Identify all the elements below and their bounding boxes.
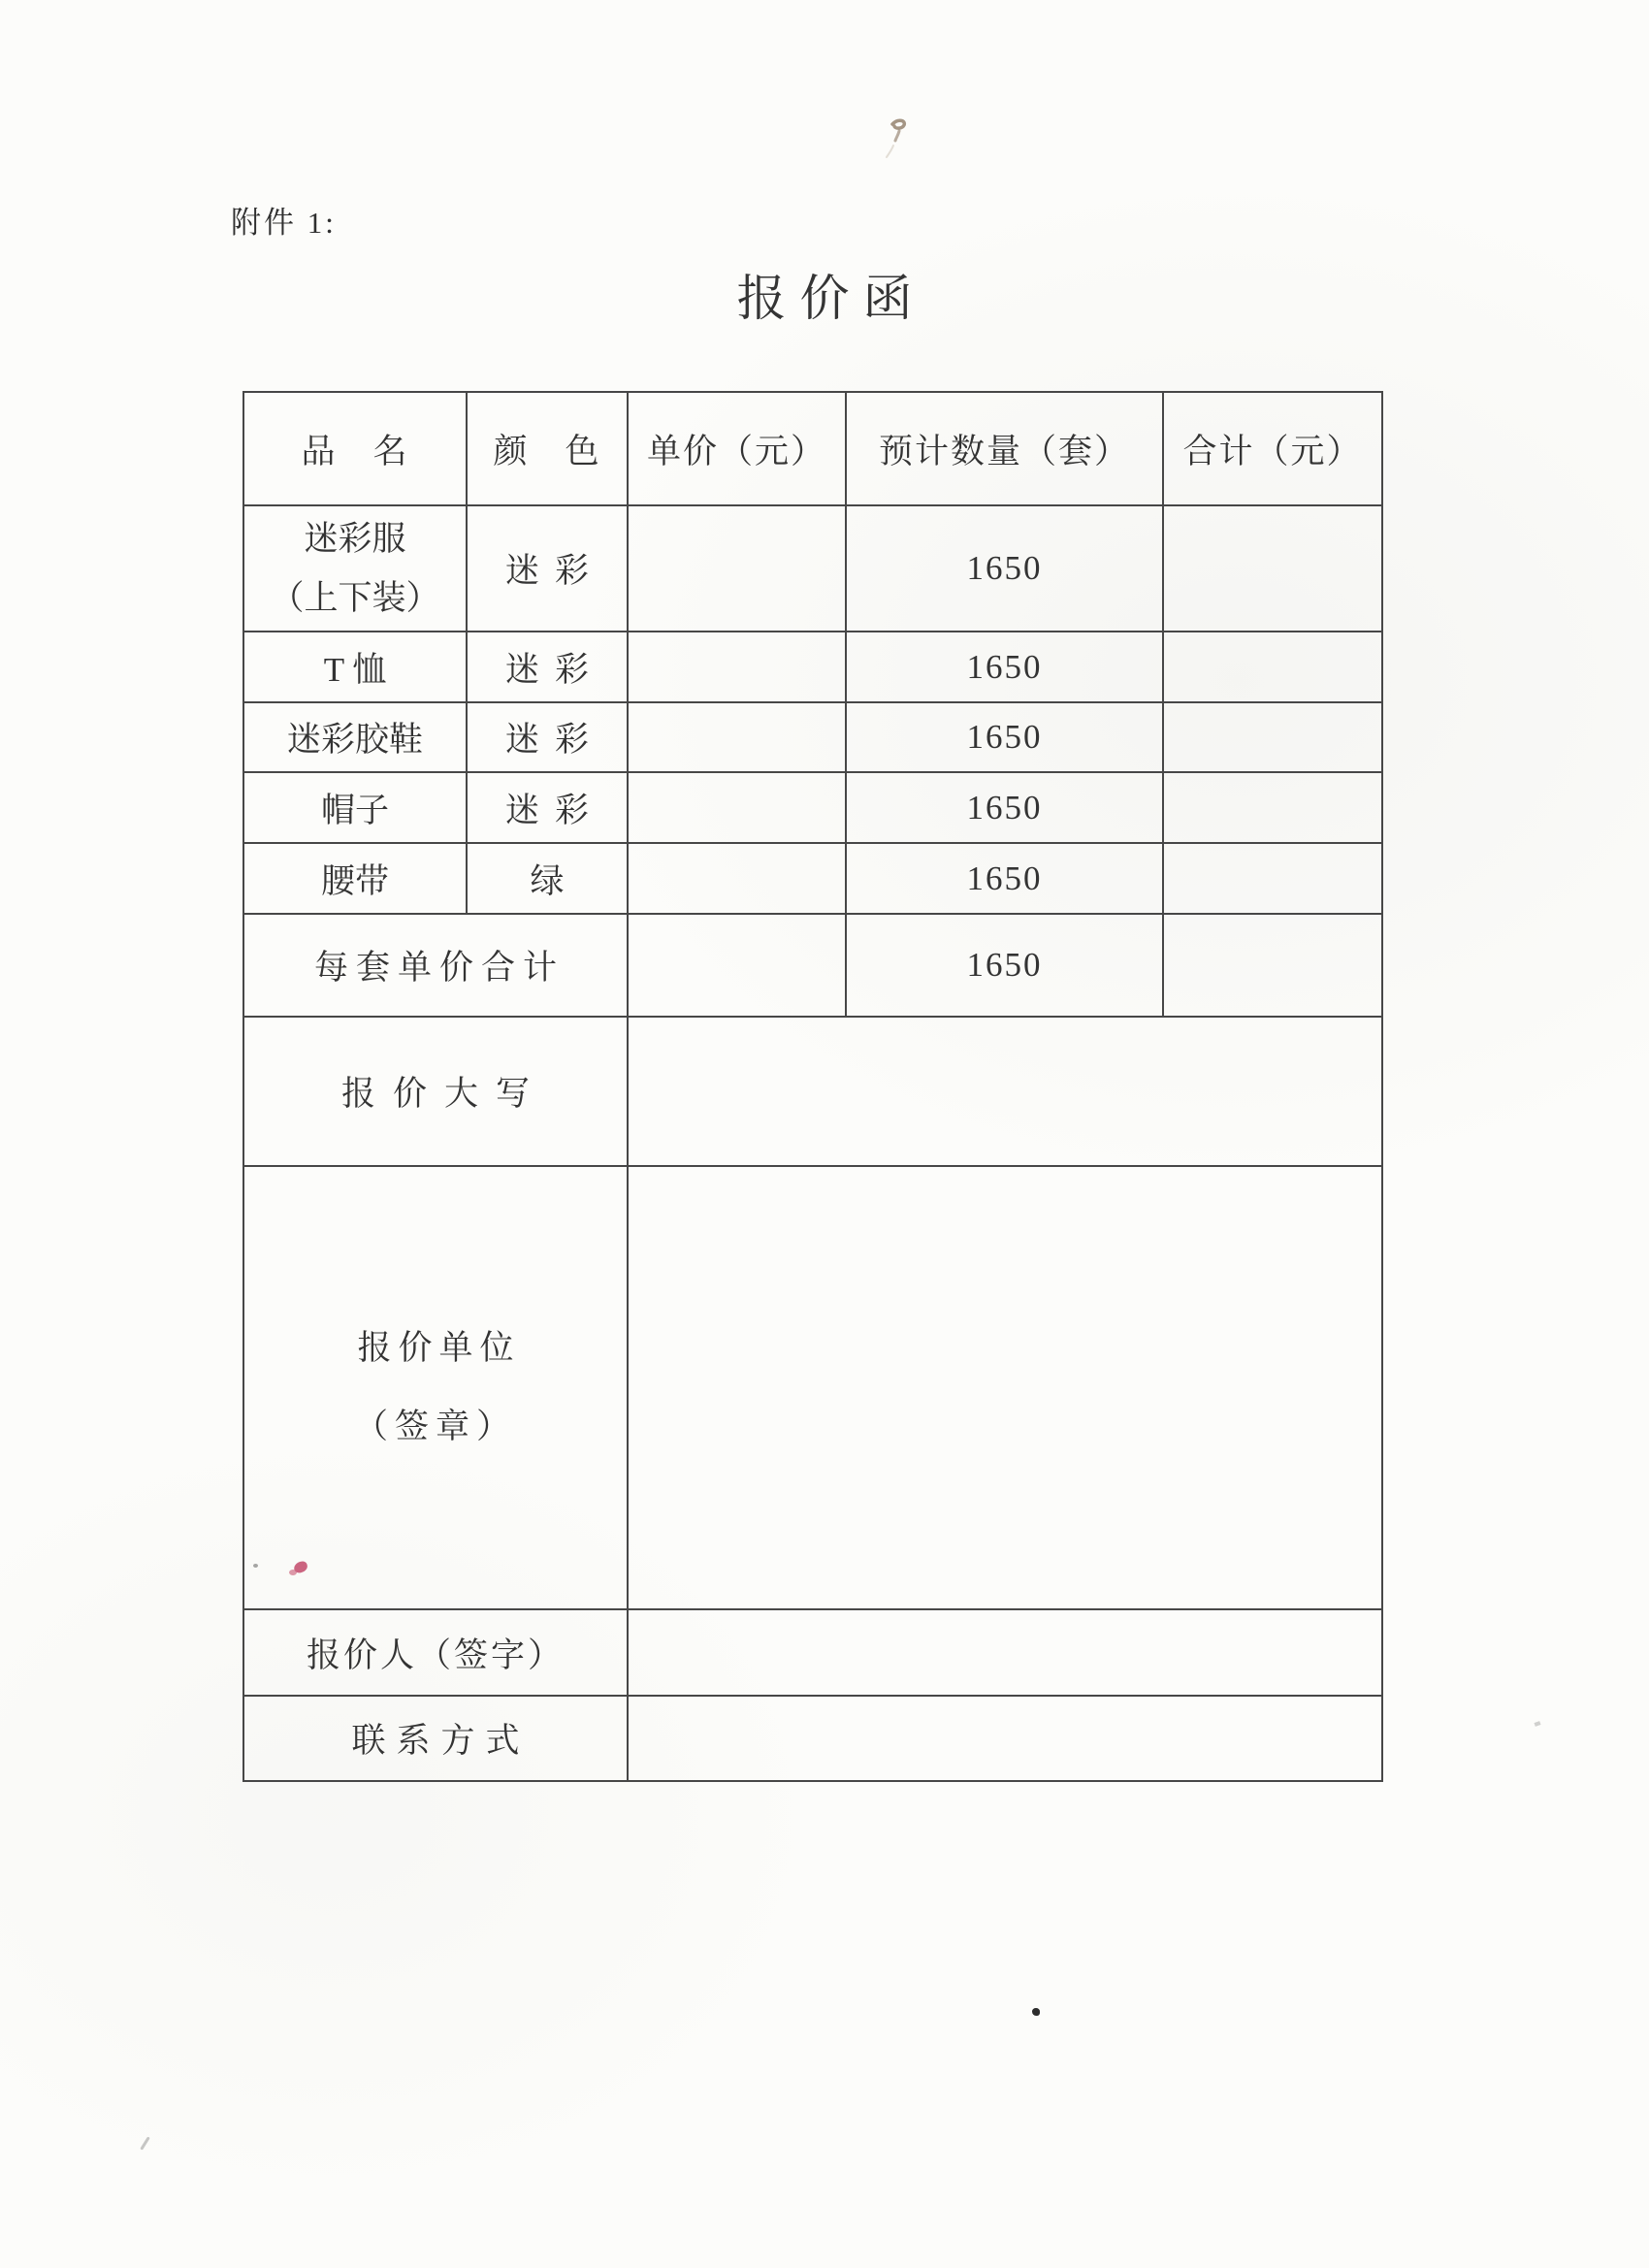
cell-unit-price [628, 505, 846, 632]
cell-total [1163, 632, 1382, 702]
header-cell-color: 颜 色 [467, 392, 628, 505]
quoter-value-cell [628, 1609, 1382, 1696]
cell-quantity: 1650 [846, 505, 1163, 632]
cell-quantity: 1650 [846, 702, 1163, 772]
scan-artifact-faint-dot [1534, 1721, 1540, 1727]
summary-row [243, 914, 1382, 1017]
cell-color: 迷彩 [467, 702, 628, 772]
quote-unit-row [243, 1166, 1382, 1609]
cell-quantity: 1650 [846, 632, 1163, 702]
contact-value-cell [628, 1696, 1382, 1781]
quote-in-words-row [243, 1017, 1382, 1166]
cell-item-name [243, 505, 467, 632]
summary-label: 每套单价合计 [243, 914, 628, 1017]
header-cell-total: 合计（元） [1163, 392, 1382, 505]
summary-quantity-cell: 1650 [846, 914, 1163, 1017]
cell-total [1163, 843, 1382, 914]
cell-quantity: 1650 [846, 843, 1163, 914]
cell-color: 迷彩 [467, 632, 628, 702]
quoter-row [243, 1609, 1382, 1696]
cell-unit-price [628, 702, 846, 772]
table-row [243, 843, 1382, 914]
quote-unit-value-cell [628, 1166, 1382, 1609]
summary-total-cell [1163, 914, 1382, 1017]
scan-artifact-faint-tick [140, 2136, 149, 2150]
quotation-table [242, 391, 1383, 1782]
cell-quantity: 1650 [846, 772, 1163, 843]
item-name-line1: 迷彩服 [304, 519, 406, 558]
cell-item-name: 帽子 [243, 772, 467, 843]
table-row [243, 772, 1382, 843]
document-title: 报价函 [736, 273, 926, 327]
table-row [243, 632, 1382, 702]
scan-artifact-black-dot [1032, 2008, 1040, 2016]
header-cell-item-name: 品 名 [243, 392, 467, 505]
cell-color: 迷彩 [467, 505, 628, 632]
quote-in-words-label: 报价大写 [243, 1017, 628, 1166]
cell-unit-price [628, 843, 846, 914]
summary-unit-price-cell [628, 914, 846, 1017]
quoter-label: 报价人（签字） [243, 1609, 628, 1696]
header-cell-quantity: 预计数量（套） [846, 392, 1163, 505]
cell-total [1163, 505, 1382, 632]
attachment-label: 附件 1: [231, 206, 337, 240]
quote-in-words-value-cell [628, 1017, 1382, 1166]
cell-unit-price [628, 632, 846, 702]
contact-label: 联系方式 [243, 1696, 628, 1781]
cell-item-name: 迷彩胶鞋 [243, 702, 467, 772]
quote-unit-label [243, 1166, 628, 1609]
cell-unit-price [628, 772, 846, 843]
scan-artifact-ink-squiggle [883, 116, 912, 159]
cell-color: 迷彩 [467, 772, 628, 843]
table-header-row [243, 392, 1382, 505]
quote-unit-label-line1: 报价单位 [357, 1329, 521, 1367]
cell-total [1163, 772, 1382, 843]
cell-color: 绿 [467, 843, 628, 914]
table-row [243, 702, 1382, 772]
cell-item-name: 腰带 [243, 843, 467, 914]
table-row [243, 505, 1382, 632]
contact-row [243, 1696, 1382, 1781]
cell-item-name: T 恤 [243, 632, 467, 702]
header-cell-unit-price: 单价（元） [628, 392, 846, 505]
quote-unit-label-line2: （签章） [353, 1407, 517, 1445]
cell-total [1163, 702, 1382, 772]
item-name-line2: （上下装） [270, 579, 440, 617]
